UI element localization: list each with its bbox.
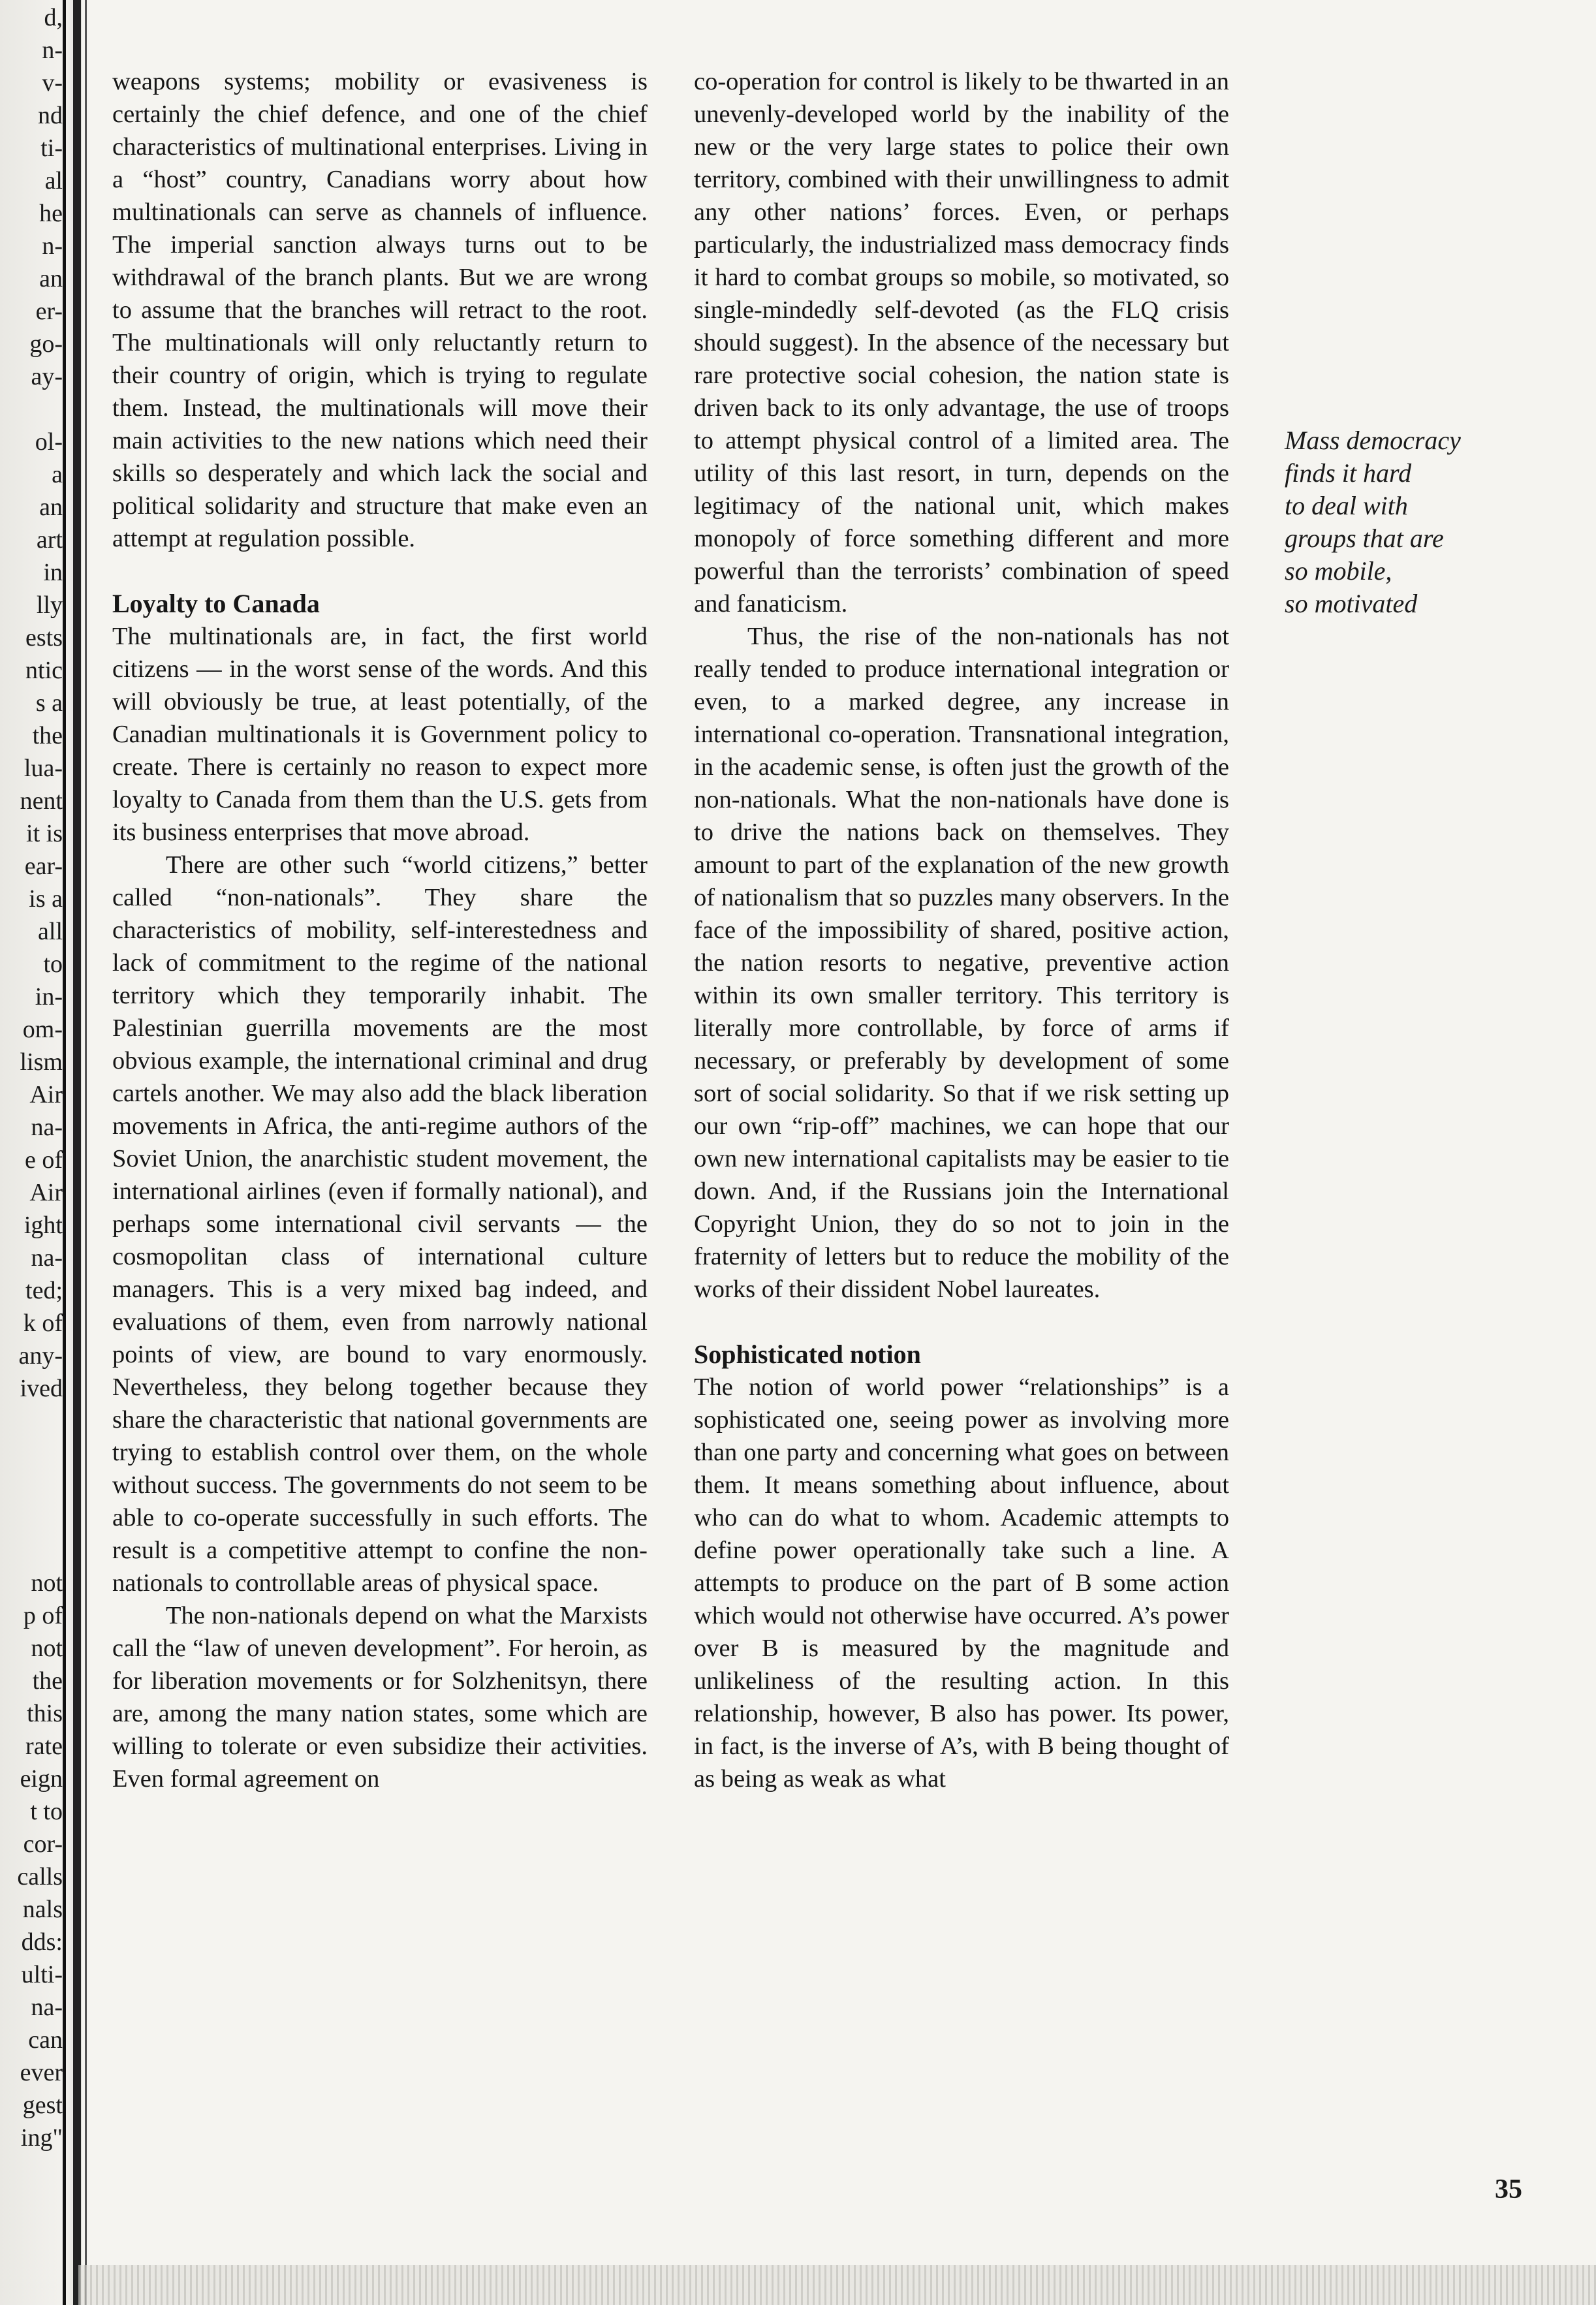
- gutter-fragment: can: [28, 2026, 63, 2054]
- gutter-fragment: nd: [38, 102, 63, 129]
- gutter-fragment: ests: [25, 624, 63, 651]
- gutter-fragment: ulti-: [21, 1961, 63, 1988]
- gutter-fragment: nals: [22, 1896, 63, 1923]
- gutter-fragment: om-: [22, 1016, 63, 1043]
- pull-quote-line: finds it hard: [1285, 458, 1412, 488]
- gutter-fragment: art: [36, 526, 63, 554]
- gutter-fragment: the: [32, 1667, 63, 1695]
- gutter-fragment: eign: [20, 1765, 63, 1793]
- binding-line: [73, 0, 81, 2305]
- scan-bottom-edge: [78, 2265, 1596, 2305]
- gutter-fragment: this: [27, 1700, 63, 1727]
- paragraph: The notion of world power “relationships” is a sophisticated one, seeing power as involving more than one party and concerning what goes on between them. It means something about influence, about who can do what to whom. Academic attempts to define power operationally take such a line. A attempts to produce on the part of B some action which would not otherwise have occurred. A’s power over B is measured by the magnitude and unlikeliness of the resulting action. In this relationship, however, B also has power. Its power, in fact, is the inverse of A’s, with B being thought of as being as weak as what: [694, 1373, 1229, 1793]
- gutter-fragment: in: [43, 559, 63, 586]
- text-column-left: [112, 65, 648, 1795]
- gutter-fragment: is a: [29, 885, 63, 913]
- previous-page-gutter-text-top: [4, 1, 63, 1405]
- gutter-fragment: Air: [29, 1179, 63, 1206]
- paragraph: co-operation for control is likely to be thwarted in an unevenly-developed world by the inability of the new or the very large states to police their own territory, combined with their unwillingness to admit any other nations’ forces. Even, or perhaps particularly, the industrialized mass democracy finds it hard to combat groups so mobile, so motivated, so single-mindedly self-devoted (as the FLQ crisis should suggest). In the absence of the necessary but rare protective social cohesion, the nation state is driven back to its only advantage, the use of troops to attempt physical control of a limited area. The utility of this last resort, in turn, depends on the legitimacy of the national unit, which makes monopoly of force something different and more powerful than the terrorists’ combination of speed and fanaticism.: [694, 68, 1229, 618]
- gutter-fragment: any-: [18, 1342, 63, 1370]
- section-gap: [112, 555, 648, 588]
- gutter-fragment: t to: [30, 1798, 63, 1825]
- gutter-fragment: lua-: [23, 755, 63, 782]
- gutter-fragment: ay-: [31, 363, 63, 390]
- paragraph: weapons systems; mobility or evasiveness is certainly the chief defence, and one of the chief characteristics of multinational enterprises. Living in a “host” country, Canadians worry about how multinationals can serve as channels of influence. The imperial sanction always turns out to be withdrawal of the branch plants. But we are wrong to assume that the branches will retract to the root. The multinationals will only reluctantly return to their country of origin, which is trying to regulate them. Instead, the multinationals will move their main activities to the new nations which need their skills so desperately and which lack the social and political solidarity and structure that make even an attempt at regulation possible.: [112, 68, 648, 552]
- pull-quote-line: so mobile,: [1285, 556, 1392, 586]
- gutter-fragment: in-: [35, 983, 63, 1011]
- gutter-fragment: ted;: [25, 1277, 63, 1304]
- section-heading: Sophisticated notion: [694, 1340, 921, 1369]
- text-column-right: [694, 65, 1229, 1795]
- gutter-fragment: v-: [42, 69, 63, 97]
- gutter-fragment: all: [38, 918, 63, 945]
- paragraph: Thus, the rise of the non-nationals has not really tended to produce international integration or even, to a marked degree, any increase in international co-operation. Transnational integration, in the academic sense, is often just the growth of the non-nationals. What the non-nationals have done is to drive the nations back on themselves. They amount to part of the explanation of the new growth of nationalism that so puzzles many observers. In the face of the impossibility of shared, positive action, the nation resorts to negative, preventive action within its own smaller territory. This territory is literally more controllable, by force of arms if necessary, or preferably by development of some sort of social solidarity. So that if we risk setting up our own “rip-off” machines, we can hope that our own new international capitalists may be easier to tie down. And, if the Russians join the International Copyright Union, they do so not to join in the fraternity of letters but to reduce the mobility of the works of their dissident Nobel laureates.: [694, 623, 1229, 1303]
- gutter-fragment: it is: [26, 820, 63, 847]
- gutter-fragment: na-: [31, 1114, 63, 1141]
- binding-line: [85, 0, 87, 2305]
- gutter-fragment: [4, 393, 63, 426]
- section-heading: Loyalty to Canada: [112, 589, 320, 618]
- gutter-fragment: an: [39, 265, 63, 292]
- gutter-fragment: to: [43, 950, 63, 978]
- gutter-fragment: ear-: [24, 853, 63, 880]
- gutter-fragment: er-: [35, 298, 63, 325]
- gutter-fragment: the: [32, 722, 63, 749]
- gutter-fragment: ntic: [25, 657, 63, 684]
- gutter-fragment: cor-: [23, 1830, 63, 1858]
- gutter-fragment: ight: [23, 1212, 63, 1239]
- section-gap: [694, 1306, 1229, 1338]
- paragraph: There are other such “world citizens,” better called “non-nationals”. They share the characteristics of mobility, self-interestedness and lack of commitment to the regime of the national territory which they temporarily inhabit. The Palestinian guerrilla movements are the most obvious example, the international criminal and drug cartels another. We may also add the black liberation movements in Africa, the anti-regime authors of the Soviet Union, the anarchistic student movement, the international airlines (even if formally national), and perhaps some international civil servants — the cosmopolitan class of international culture managers. This is a very mixed bag indeed, and evaluations of them, even from narrowly national points of view, are bound to vary enormously. Nevertheless, they belong together because they share the characteristic that national governments are trying to establish control over them, on the whole without success. The governments do not seem to be able to co-operate successfully in such efforts. The result is a competitive attempt to confine the non-nationals to controllable areas of physical space.: [112, 851, 648, 1597]
- pull-quote-line: Mass democracy: [1285, 426, 1461, 455]
- gutter-fragment: al: [44, 167, 63, 195]
- gutter-fragment: go-: [29, 330, 63, 358]
- page-number: 35: [1495, 2174, 1522, 2204]
- gutter-fragment: na-: [31, 1244, 63, 1272]
- pull-quote-line: so motivated: [1285, 589, 1418, 618]
- gutter-fragment: s a: [35, 689, 63, 717]
- gutter-fragment: rate: [25, 1733, 63, 1760]
- gutter-fragment: gest: [22, 2092, 63, 2119]
- gutter-fragment: not: [31, 1569, 63, 1597]
- gutter-fragment: ing": [20, 2124, 63, 2152]
- gutter-fragment: n-: [42, 37, 63, 64]
- gutter-fragment: ived: [20, 1375, 63, 1402]
- binding-line: [63, 0, 66, 2305]
- previous-page-gutter-text-bottom: [4, 1567, 63, 2154]
- gutter-fragment: an: [39, 494, 63, 521]
- gutter-fragment: he: [39, 200, 63, 227]
- gutter-fragment: p of: [23, 1602, 63, 1629]
- gutter-fragment: n-: [42, 232, 63, 260]
- paragraph: The multinationals are, in fact, the first world citizens — in the worst sense of the words. And this will obviously be true, at least potentially, of the Canadian multinationals it is Government policy to create. There is certainly no reason to expect more loyalty to Canada from them than the U.S. gets from its business enterprises that move abroad.: [112, 623, 648, 846]
- gutter-fragment: lly: [36, 591, 63, 619]
- gutter-fragment: calls: [17, 1863, 63, 1890]
- gutter-fragment: ever: [20, 2059, 63, 2086]
- gutter-fragment: ol-: [35, 428, 63, 456]
- gutter-fragment: Air: [29, 1081, 63, 1108]
- gutter-fragment: lism: [20, 1048, 63, 1076]
- gutter-fragment: d,: [44, 4, 63, 31]
- gutter-fragment: not: [31, 1635, 63, 1662]
- gutter-fragment: ti-: [40, 134, 63, 162]
- gutter-fragment: dds:: [21, 1928, 63, 1956]
- gutter-fragment: k of: [23, 1309, 63, 1337]
- gutter-fragment: nent: [20, 787, 63, 815]
- paragraph: The non-nationals depend on what the Marxists call the “law of uneven development”. For heroin, as for liberation movements or for Solzhenitsyn, there are, among the many nation states, some which are willing to tolerate or even subsidize their activities. Even formal agreement on: [112, 1602, 648, 1793]
- gutter-fragment: e of: [24, 1146, 63, 1174]
- gutter-fragment: a: [52, 461, 63, 488]
- pull-quote: [1285, 424, 1559, 620]
- pull-quote-line: groups that are: [1285, 524, 1444, 553]
- pull-quote-line: to deal with: [1285, 491, 1408, 520]
- gutter-fragment: na-: [31, 1994, 63, 2021]
